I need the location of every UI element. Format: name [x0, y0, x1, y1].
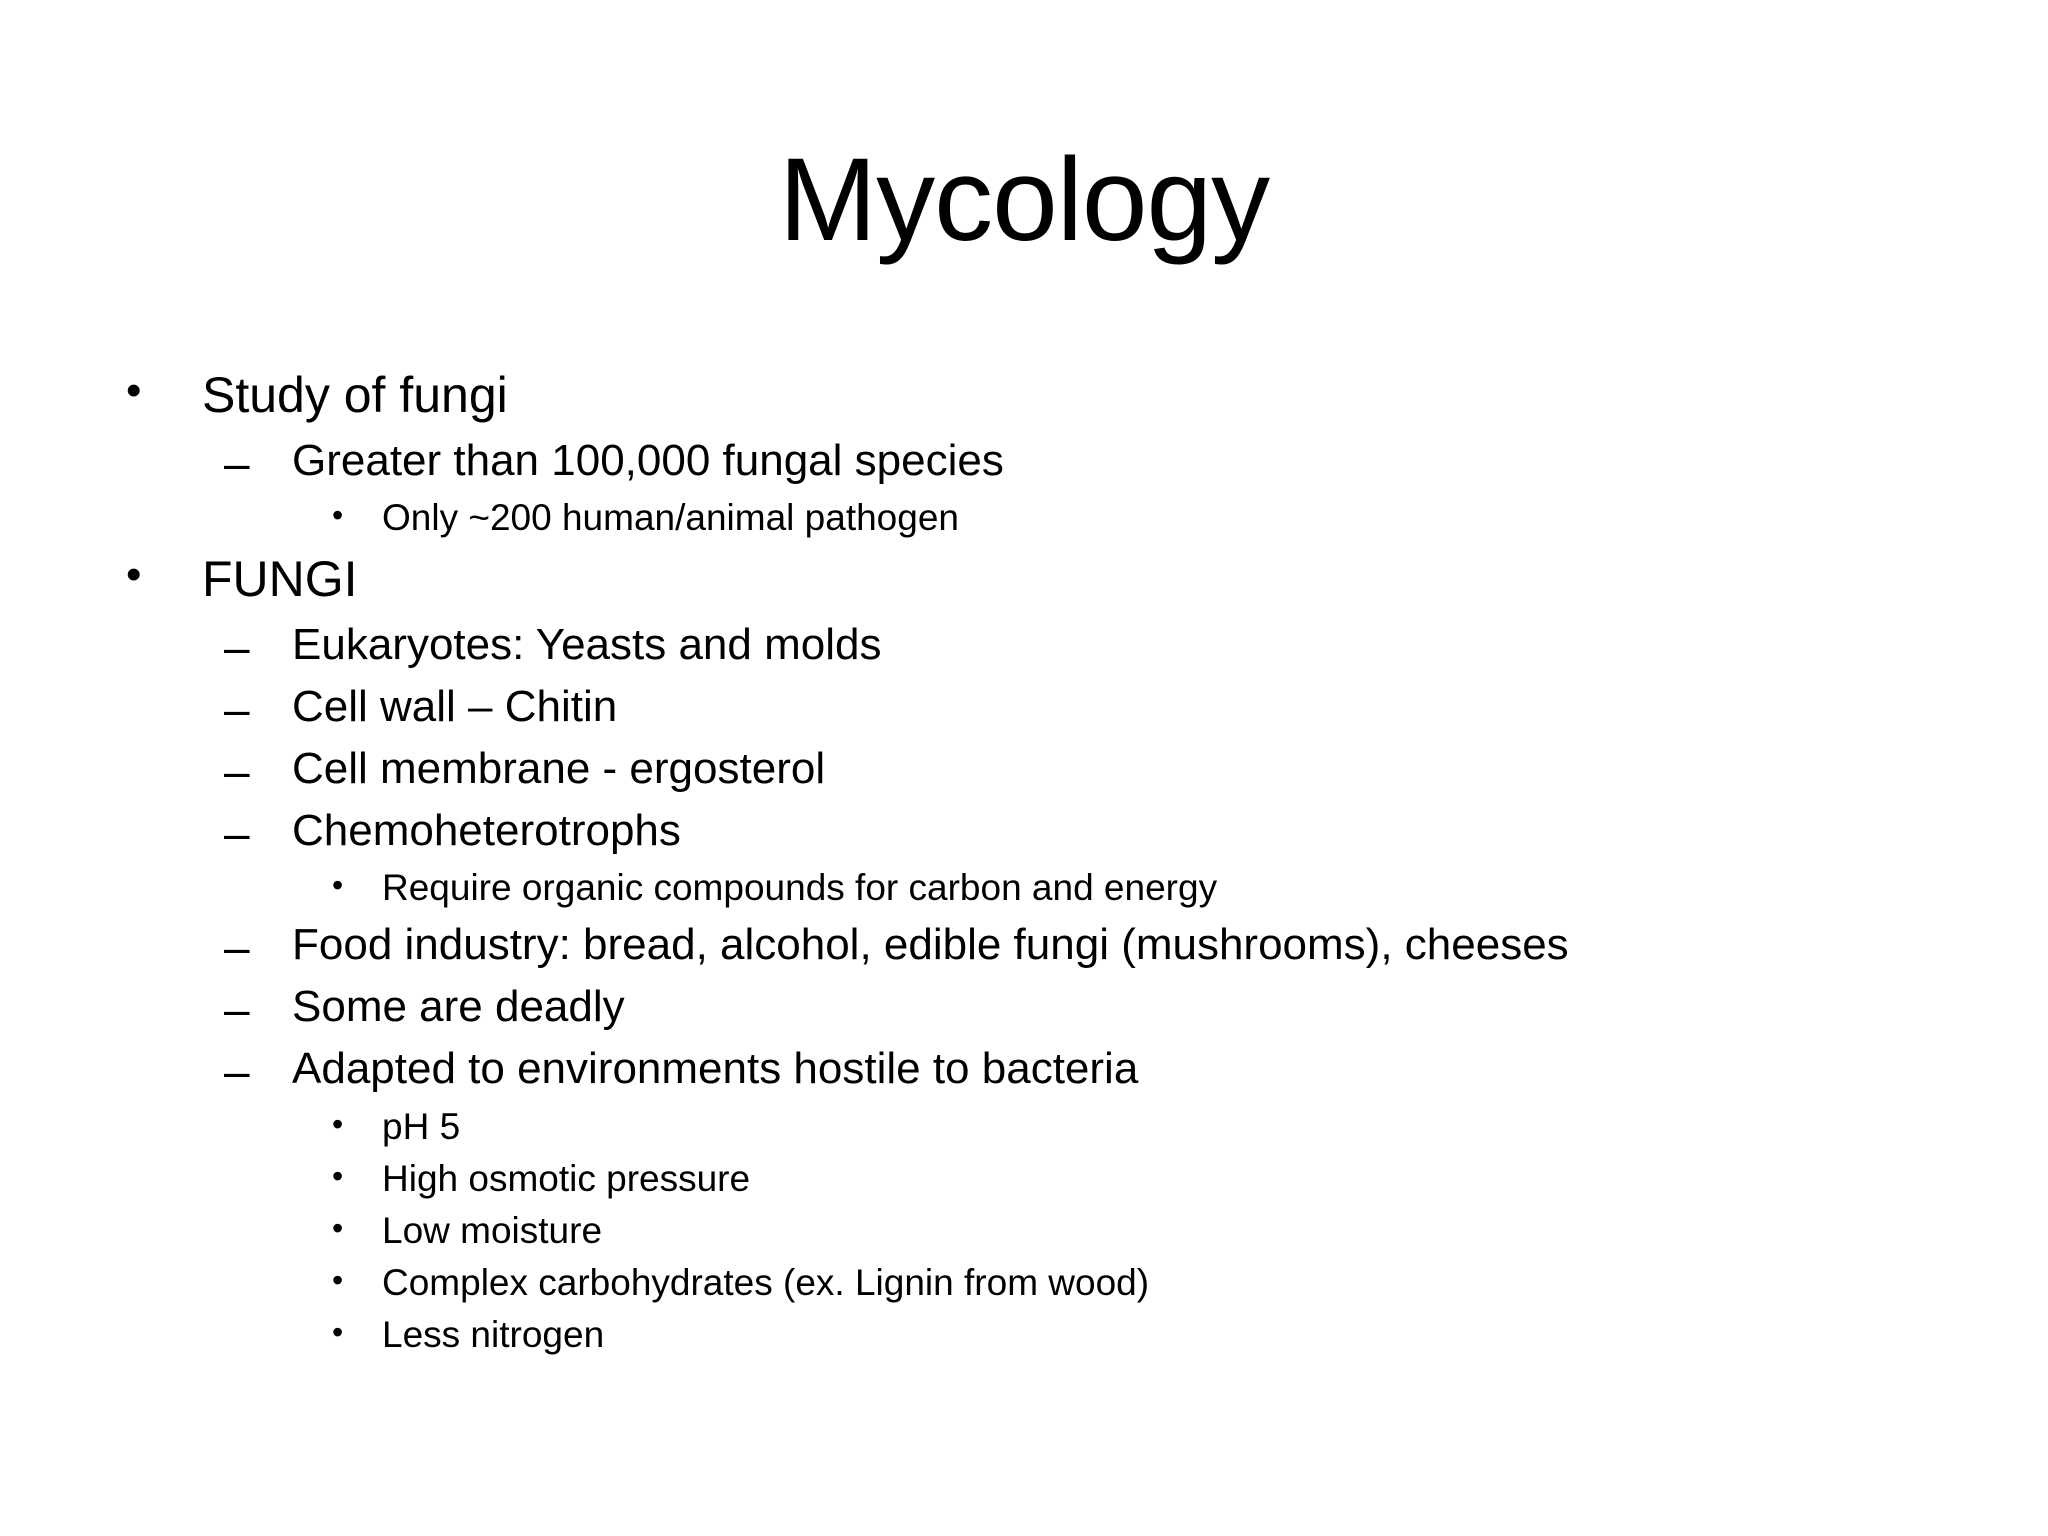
bullet-icon: •	[126, 366, 142, 415]
list-item-text: Require organic compounds for carbon and energy	[382, 867, 1218, 908]
dash-icon: –	[224, 683, 250, 735]
bullet-icon: •	[332, 1210, 344, 1246]
list-item-text: Eukaryotes: Yeasts and molds	[292, 620, 882, 669]
dash-icon: –	[224, 807, 250, 859]
list-item-text: Less nitrogen	[382, 1314, 605, 1355]
list-item-text: High osmotic pressure	[382, 1158, 751, 1199]
list-item-text: Greater than 100,000 fungal species	[292, 436, 1004, 485]
slide-title: Mycology	[778, 134, 1270, 266]
dash-icon: –	[224, 1045, 250, 1097]
list-item-text: Food industry: bread, alcohol, edible fungi (mushrooms), cheeses	[292, 920, 1569, 969]
bullet-icon: •	[332, 1262, 344, 1298]
dash-icon: –	[224, 437, 250, 489]
list-item-text: FUNGI	[202, 551, 358, 607]
list-item-text: Only ~200 human/animal pathogen	[382, 497, 959, 538]
list-item-text: Cell wall – Chitin	[292, 682, 618, 731]
dash-icon: –	[224, 921, 250, 973]
list-item-text: pH 5	[382, 1106, 461, 1147]
list-item-text: Chemoheterotrophs	[292, 806, 681, 855]
dash-icon: –	[224, 621, 250, 673]
list-item-text: Complex carbohydrates (ex. Lignin from wood)	[382, 1262, 1150, 1303]
bullet-icon: •	[126, 550, 142, 599]
list-item-text: Adapted to environments hostile to bacteria	[292, 1044, 1139, 1093]
list-item-text: Cell membrane - ergosterol	[292, 744, 826, 793]
list-item-text: Some are deadly	[292, 982, 625, 1031]
list-item-text: Study of fungi	[202, 367, 508, 423]
dash-icon: –	[224, 745, 250, 797]
bullet-icon: •	[332, 1106, 344, 1142]
dash-icon: –	[224, 983, 250, 1035]
bullet-icon: •	[332, 1314, 344, 1350]
bullet-icon: •	[332, 497, 344, 533]
bullet-icon: •	[332, 1158, 344, 1194]
list-item-text: Low moisture	[382, 1210, 603, 1251]
bullet-icon: •	[332, 867, 344, 903]
